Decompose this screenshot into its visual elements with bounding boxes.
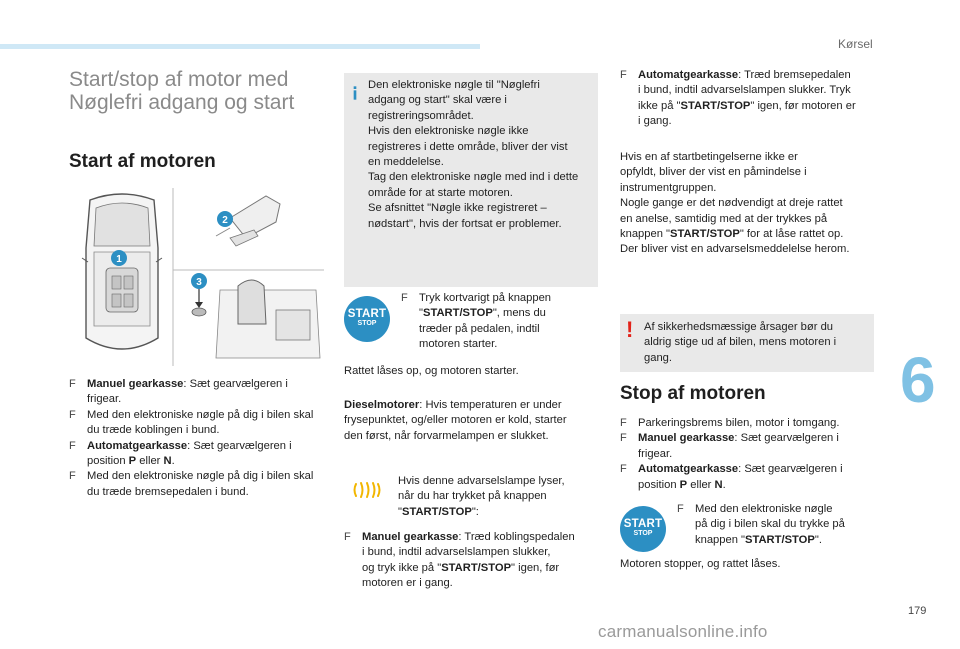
wheel-unlock-text: Rattet låses op, og motoren starter. (344, 365, 519, 377)
start-heading: Start af motoren (69, 151, 216, 172)
svg-text:1: 1 (116, 254, 122, 265)
list-item: F Med den elektroniske nøgle på dig i bilen skal du træde bremsepedalen i bund. (69, 470, 314, 498)
info-box: Den elektroniske nøgle til "Nøglefri adgang og start" skal være i registreringsområdet. Hvis den elektroniske nøgle ikke registreres i dette område, bliver der vist en meddelelse. Tag den elektroniske nøgle med ind i dette område for at starte motoren. Se afsnittet "Nøgle ikke registreret – nødstart", hvis der fortsat er problemer. (344, 73, 598, 287)
stop-result-text: Motoren stopper, og rattet låses. (620, 558, 781, 570)
stop-heading: Stop af motoren (620, 383, 766, 404)
lamp-text: Hvis denne advarselslampe lyser, når du har trykket på knappen "START/STOP": (398, 475, 565, 518)
preheat-lamp-icon (352, 480, 382, 500)
list-item: F Automatgearkasse: Sæt gearvælgeren i position P eller N. (69, 439, 292, 468)
conditions-text: Hvis en af startbetingelserne ikke er opfyldt, bliver der vist en påmindelse i instrumentgruppen. Nogle gange er det nødvendigt at dreje rattet en anelse, samtidig med at der trykkes på knappen "START/STOP" for at låse rattet op. Der bliver vist en advarselsmeddelelse herom. (620, 151, 850, 256)
svg-text:3: 3 (196, 277, 202, 288)
press-instruction: F Tryk kortvarigt på knappen "START/STOP", mens du træder på pedalen, indtil motoren starter. (401, 292, 552, 351)
list-item: F Med den elektroniske nøgle på dig i bilen skal du træde koblingen i bund. (69, 408, 314, 437)
warning-icon: ! (626, 317, 634, 342)
list-item: F Automatgearkasse: Sæt gearvælgeren i (620, 463, 843, 476)
start-steps (69, 377, 319, 500)
stop-press-instruction: F Med den elektroniske nøgle på dig i bilen skal du trykke på knappen "START/STOP". (677, 503, 845, 546)
list-item: F Parkeringsbrems bilen, motor i tomgang. (620, 417, 840, 429)
list-item: F Manuel gearkasse: Sæt gearvælgeren i frigear. (69, 378, 288, 406)
svg-text:2: 2 (222, 215, 228, 226)
stop-steps: F Parkeringsbrems bilen, motor i tomgang. F Manuel gearkasse: Sæt gearvælgeren i frigear. F Automatgearkasse: Sæt gearvælgeren i position P eller N. (620, 416, 876, 493)
start-stop-button-icon: START STOP (620, 506, 666, 552)
header-bar (0, 44, 480, 49)
manual-lamp-step: F Manuel gearkasse: Træd koblingspedalen i bund, indtil advarselslampen slukker, og tryk ikke på "START/STOP" igen, før motoren er i gang. (344, 531, 575, 590)
info-icon (353, 85, 357, 101)
car-illustration (70, 188, 324, 366)
page-title: Start/stop af motor med Nøglefri adgang og start (69, 68, 295, 114)
section-label: Kørsel (838, 37, 873, 51)
warning-box: ! Af sikkerhedsmæssige årsager bør du aldrig stige ud af bilen, mens motoren i gang. (620, 314, 874, 372)
list-item: F Manuel gearkasse: Sæt gearvælgeren i (620, 432, 839, 445)
chapter-number: 6 (900, 344, 936, 416)
auto-lamp-step: F Automatgearkasse: Træd bremsepedalen i bund, indtil advarselslampen slukker. Tryk ikke på "START/STOP" igen, før motoren er i gang. (620, 69, 856, 128)
page-number: 179 (908, 605, 927, 617)
diesel-text: Dieselmotorer: Hvis temperaturen er under frysepunktet, og/eller motoren er kold, starter den først, når forvarmelampen er slukket. (344, 399, 567, 442)
start-stop-button-icon: START STOP (344, 296, 390, 342)
watermark: carmanualsonline.info (598, 622, 768, 641)
car-key-diagram (70, 188, 324, 366)
